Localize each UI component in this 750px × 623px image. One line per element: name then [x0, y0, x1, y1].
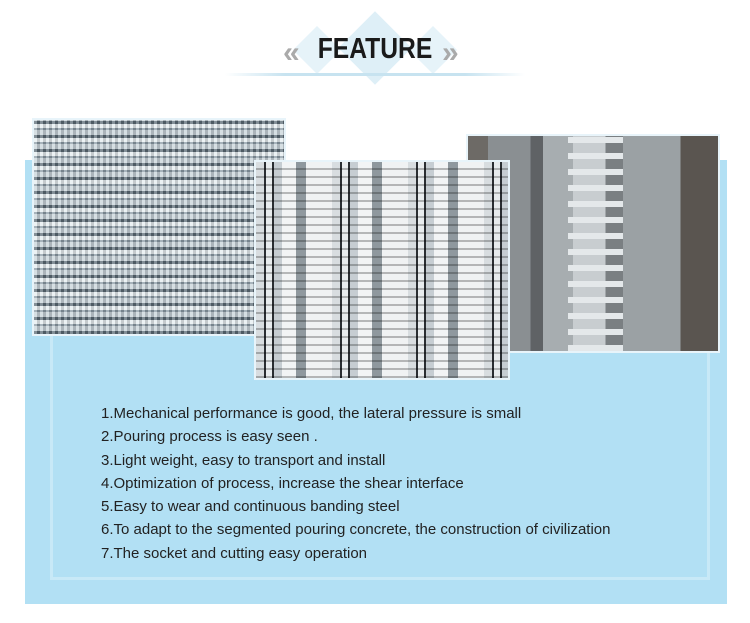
- feature-item: 5.Easy to wear and continuous banding steel: [101, 498, 400, 516]
- header-underline: [225, 73, 525, 76]
- feature-list: [101, 404, 610, 567]
- page-title: FEATURE: [317, 33, 433, 65]
- feature-item: 3.Light weight, easy to transport and install: [101, 451, 386, 469]
- section-header: [0, 0, 750, 90]
- double-chevron-right-icon: »: [442, 36, 459, 69]
- feature-item: 6.To adapt to the segmented pouring concrete, the construction of civilization: [101, 521, 611, 539]
- feature-item: 2.Pouring process is easy seen .: [101, 428, 318, 446]
- feature-item: 7.The socket and cutting easy operation: [101, 544, 368, 562]
- feature-item: 1.Mechanical performance is good, the lateral pressure is small: [101, 405, 522, 422]
- product-image-rib-lath-closeup: [32, 118, 286, 336]
- double-chevron-left-icon: «: [283, 36, 300, 69]
- feature-item: 4.Optimization of process, increase the shear interface: [101, 474, 464, 492]
- product-image-rib-mesh-sheet: [254, 160, 510, 380]
